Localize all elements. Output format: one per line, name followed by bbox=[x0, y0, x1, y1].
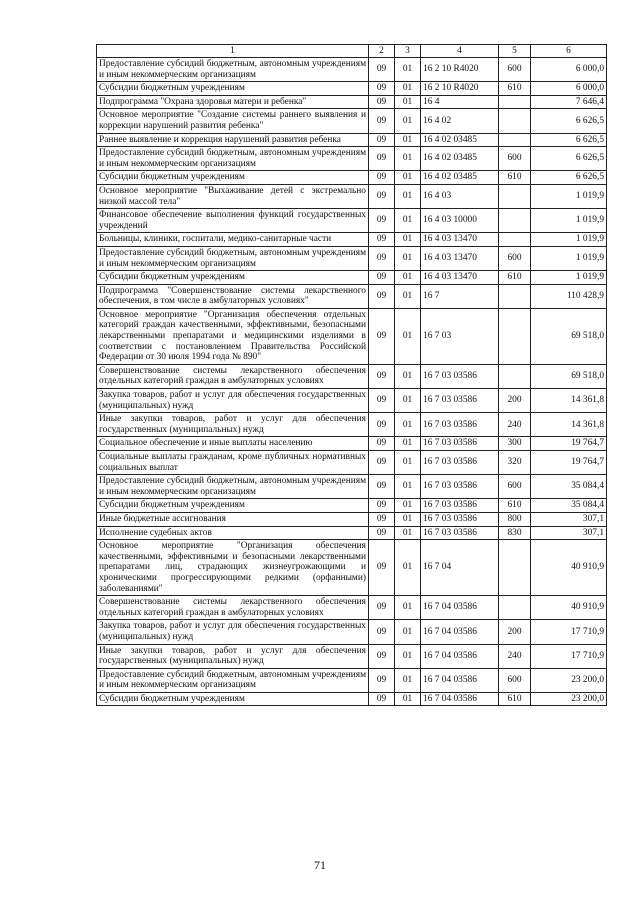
row-expense-type: 200 bbox=[499, 389, 531, 413]
row-name: Совершенствование системы лекарственного обеспечения отдельных категорий граждан в амбулаторных условиях bbox=[97, 364, 369, 388]
row-amount: 307,1 bbox=[531, 512, 607, 526]
row-amount: 1 019,9 bbox=[531, 271, 607, 285]
table-row bbox=[97, 271, 607, 285]
row-name: Иные закупки товаров, работ и услуг для обеспечения государственных (муниципальных) нужд bbox=[97, 413, 369, 437]
row-target-article: 16 7 03 03586 bbox=[421, 413, 499, 437]
table-row bbox=[97, 284, 607, 308]
row-amount: 6 626,5 bbox=[531, 171, 607, 185]
row-section: 09 bbox=[369, 233, 395, 247]
row-target-article: 16 4 02 03485 bbox=[421, 171, 499, 185]
row-amount: 14 361,8 bbox=[531, 389, 607, 413]
row-section: 09 bbox=[369, 209, 395, 233]
row-expense-type bbox=[499, 284, 531, 308]
table-row bbox=[97, 512, 607, 526]
row-target-article: 16 7 03 03586 bbox=[421, 389, 499, 413]
row-expense-type: 320 bbox=[499, 451, 531, 475]
row-name: Предоставление субсидий бюджетным, автономным учреждениям и иным некоммерческим организациям bbox=[97, 246, 369, 270]
row-amount: 6 626,5 bbox=[531, 109, 607, 133]
row-subsection: 01 bbox=[395, 692, 421, 706]
row-section: 09 bbox=[369, 596, 395, 620]
row-name: Иные бюджетные ассигнования bbox=[97, 512, 369, 526]
table-row bbox=[97, 644, 607, 668]
row-expense-type: 240 bbox=[499, 413, 531, 437]
header-amount: 6 bbox=[531, 45, 607, 58]
row-target-article: 16 2 10 R4020 bbox=[421, 82, 499, 96]
row-subsection: 01 bbox=[395, 147, 421, 171]
row-section: 09 bbox=[369, 109, 395, 133]
row-expense-type: 600 bbox=[499, 668, 531, 692]
row-target-article: 16 4 03 13470 bbox=[421, 233, 499, 247]
header-subsection: 3 bbox=[395, 45, 421, 58]
row-name: Субсидии бюджетным учреждениям bbox=[97, 271, 369, 285]
row-amount: 19 764,7 bbox=[531, 451, 607, 475]
table-row bbox=[97, 668, 607, 692]
row-amount: 14 361,8 bbox=[531, 413, 607, 437]
table-row bbox=[97, 526, 607, 540]
row-name: Субсидии бюджетным учреждениям bbox=[97, 499, 369, 513]
row-expense-type: 240 bbox=[499, 644, 531, 668]
row-expense-type bbox=[499, 233, 531, 247]
row-section: 09 bbox=[369, 437, 395, 451]
row-subsection: 01 bbox=[395, 284, 421, 308]
table-row bbox=[97, 233, 607, 247]
row-target-article: 16 7 04 03586 bbox=[421, 620, 499, 644]
row-target-article: 16 4 02 bbox=[421, 109, 499, 133]
row-expense-type bbox=[499, 133, 531, 147]
row-subsection: 01 bbox=[395, 171, 421, 185]
row-amount: 23 200,0 bbox=[531, 692, 607, 706]
row-amount: 1 019,9 bbox=[531, 233, 607, 247]
header-target-article: 4 bbox=[421, 45, 499, 58]
row-target-article: 16 4 03 13470 bbox=[421, 246, 499, 270]
row-subsection: 01 bbox=[395, 526, 421, 540]
row-name: Субсидии бюджетным учреждениям bbox=[97, 692, 369, 706]
row-section: 09 bbox=[369, 692, 395, 706]
row-name: Предоставление субсидий бюджетным, автономным учреждениям и иным некоммерческим организациям bbox=[97, 58, 369, 82]
row-subsection: 01 bbox=[395, 82, 421, 96]
row-name: Основное мероприятие "Организация обеспечения отдельных категорий граждан качественными, эффективными, безопасными лекарственными препаратами и медицинскими изделиями в соответствии с постановлением Правительства Российской Федерации от 30 июля 1994 года № 890" bbox=[97, 308, 369, 364]
table-row bbox=[97, 540, 607, 596]
row-name: Подпрограмма "Совершенствование системы лекарственного обеспечения, в том числе в амбулаторных условиях" bbox=[97, 284, 369, 308]
row-subsection: 01 bbox=[395, 209, 421, 233]
row-subsection: 01 bbox=[395, 95, 421, 109]
row-section: 09 bbox=[369, 512, 395, 526]
row-subsection: 01 bbox=[395, 109, 421, 133]
row-section: 09 bbox=[369, 133, 395, 147]
row-expense-type bbox=[499, 109, 531, 133]
row-name: Больницы, клиники, госпитали, медико-санитарные части bbox=[97, 233, 369, 247]
budget-table bbox=[96, 44, 607, 706]
row-expense-type: 200 bbox=[499, 620, 531, 644]
row-name: Предоставление субсидий бюджетным, автономным учреждениям и иным некоммерческим организациям bbox=[97, 147, 369, 171]
row-name: Закупка товаров, работ и услуг для обеспечения государственных (муниципальных) нужд bbox=[97, 389, 369, 413]
row-name: Социальное обеспечение и иные выплаты населению bbox=[97, 437, 369, 451]
row-amount: 1 019,9 bbox=[531, 246, 607, 270]
row-subsection: 01 bbox=[395, 668, 421, 692]
row-section: 09 bbox=[369, 171, 395, 185]
row-expense-type bbox=[499, 209, 531, 233]
row-amount: 69 518,0 bbox=[531, 308, 607, 364]
row-amount: 40 910,9 bbox=[531, 540, 607, 596]
table-header-row bbox=[97, 45, 607, 58]
row-expense-type: 300 bbox=[499, 437, 531, 451]
row-target-article: 16 7 03 03586 bbox=[421, 475, 499, 499]
row-amount: 110 428,9 bbox=[531, 284, 607, 308]
table-body bbox=[97, 58, 607, 706]
row-target-article: 16 7 04 03586 bbox=[421, 692, 499, 706]
row-expense-type bbox=[499, 95, 531, 109]
row-expense-type: 600 bbox=[499, 246, 531, 270]
row-subsection: 01 bbox=[395, 133, 421, 147]
row-section: 09 bbox=[369, 95, 395, 109]
row-subsection: 01 bbox=[395, 644, 421, 668]
header-section: 2 bbox=[369, 45, 395, 58]
row-target-article: 16 7 03 bbox=[421, 308, 499, 364]
row-amount: 69 518,0 bbox=[531, 364, 607, 388]
row-amount: 1 019,9 bbox=[531, 209, 607, 233]
row-subsection: 01 bbox=[395, 499, 421, 513]
document-page bbox=[96, 44, 606, 706]
table-row bbox=[97, 58, 607, 82]
row-amount: 6 000,0 bbox=[531, 82, 607, 96]
row-expense-type: 600 bbox=[499, 475, 531, 499]
row-expense-type: 800 bbox=[499, 512, 531, 526]
row-name: Совершенствование системы лекарственного обеспечения отдельных категорий граждан в амбулаторных условиях bbox=[97, 596, 369, 620]
table-row bbox=[97, 475, 607, 499]
row-section: 09 bbox=[369, 364, 395, 388]
row-section: 09 bbox=[369, 620, 395, 644]
row-amount: 6 000,0 bbox=[531, 58, 607, 82]
table-row bbox=[97, 413, 607, 437]
row-section: 09 bbox=[369, 82, 395, 96]
row-expense-type: 600 bbox=[499, 147, 531, 171]
row-expense-type: 610 bbox=[499, 271, 531, 285]
row-amount: 40 910,9 bbox=[531, 596, 607, 620]
row-subsection: 01 bbox=[395, 308, 421, 364]
row-section: 09 bbox=[369, 246, 395, 270]
row-subsection: 01 bbox=[395, 512, 421, 526]
table-row bbox=[97, 451, 607, 475]
row-name: Предоставление субсидий бюджетным, автономным учреждениям и иным некоммерческим организациям bbox=[97, 668, 369, 692]
row-target-article: 16 7 03 03586 bbox=[421, 499, 499, 513]
table-row bbox=[97, 82, 607, 96]
row-subsection: 01 bbox=[395, 540, 421, 596]
row-section: 09 bbox=[369, 184, 395, 208]
row-subsection: 01 bbox=[395, 413, 421, 437]
row-amount: 1 019,9 bbox=[531, 184, 607, 208]
row-target-article: 16 7 03 03586 bbox=[421, 526, 499, 540]
row-name: Предоставление субсидий бюджетным, автономным учреждениям и иным некоммерческим организациям bbox=[97, 475, 369, 499]
table-row bbox=[97, 246, 607, 270]
row-subsection: 01 bbox=[395, 58, 421, 82]
row-amount: 6 626,5 bbox=[531, 133, 607, 147]
row-target-article: 16 4 02 03485 bbox=[421, 147, 499, 171]
row-amount: 7 646,4 bbox=[531, 95, 607, 109]
table-row bbox=[97, 620, 607, 644]
row-section: 09 bbox=[369, 271, 395, 285]
row-amount: 307,1 bbox=[531, 526, 607, 540]
row-section: 09 bbox=[369, 147, 395, 171]
table-row bbox=[97, 171, 607, 185]
row-name: Основное мероприятие "Выхаживание детей с экстремально низкой массой тела" bbox=[97, 184, 369, 208]
row-subsection: 01 bbox=[395, 364, 421, 388]
row-subsection: 01 bbox=[395, 451, 421, 475]
row-section: 09 bbox=[369, 451, 395, 475]
row-name: Субсидии бюджетным учреждениям bbox=[97, 82, 369, 96]
row-name: Подпрограмма "Охрана здоровья матери и ребенка" bbox=[97, 95, 369, 109]
table-row bbox=[97, 109, 607, 133]
row-section: 09 bbox=[369, 308, 395, 364]
table-row bbox=[97, 499, 607, 513]
row-target-article: 16 7 04 bbox=[421, 540, 499, 596]
row-expense-type: 610 bbox=[499, 499, 531, 513]
row-amount: 35 084,4 bbox=[531, 475, 607, 499]
row-target-article: 16 4 03 bbox=[421, 184, 499, 208]
row-expense-type bbox=[499, 184, 531, 208]
table-row bbox=[97, 437, 607, 451]
row-name: Финансовое обеспечение выполнения функций государственных учреждений bbox=[97, 209, 369, 233]
row-amount: 19 764,7 bbox=[531, 437, 607, 451]
row-subsection: 01 bbox=[395, 620, 421, 644]
header-expense-type: 5 bbox=[499, 45, 531, 58]
page-number: 71 bbox=[314, 858, 326, 872]
row-subsection: 01 bbox=[395, 246, 421, 270]
table-row bbox=[97, 209, 607, 233]
row-expense-type bbox=[499, 308, 531, 364]
row-subsection: 01 bbox=[395, 437, 421, 451]
row-expense-type bbox=[499, 596, 531, 620]
row-section: 09 bbox=[369, 475, 395, 499]
row-section: 09 bbox=[369, 668, 395, 692]
row-target-article: 16 7 04 03586 bbox=[421, 596, 499, 620]
header-name: 1 bbox=[97, 45, 369, 58]
row-amount: 17 710,9 bbox=[531, 644, 607, 668]
table-row bbox=[97, 147, 607, 171]
table-row bbox=[97, 308, 607, 364]
row-target-article: 16 2 10 R4020 bbox=[421, 58, 499, 82]
row-target-article: 16 4 03 13470 bbox=[421, 271, 499, 285]
row-target-article: 16 7 04 03586 bbox=[421, 644, 499, 668]
row-target-article: 16 7 03 03586 bbox=[421, 512, 499, 526]
row-expense-type: 610 bbox=[499, 171, 531, 185]
row-target-article: 16 7 03 03586 bbox=[421, 437, 499, 451]
row-amount: 17 710,9 bbox=[531, 620, 607, 644]
row-name: Основное мероприятие "Создание системы раннего выявления и коррекции нарушений развития ребенка" bbox=[97, 109, 369, 133]
row-name: Раннее выявление и коррекция нарушений развития ребенка bbox=[97, 133, 369, 147]
row-target-article: 16 7 03 03586 bbox=[421, 364, 499, 388]
row-target-article: 16 4 03 10000 bbox=[421, 209, 499, 233]
row-target-article: 16 7 bbox=[421, 284, 499, 308]
row-subsection: 01 bbox=[395, 271, 421, 285]
table-row bbox=[97, 184, 607, 208]
table-row bbox=[97, 364, 607, 388]
row-subsection: 01 bbox=[395, 596, 421, 620]
row-name: Субсидии бюджетным учреждениям bbox=[97, 171, 369, 185]
row-amount: 35 084,4 bbox=[531, 499, 607, 513]
table-row bbox=[97, 692, 607, 706]
row-subsection: 01 bbox=[395, 389, 421, 413]
row-subsection: 01 bbox=[395, 233, 421, 247]
row-name: Социальные выплаты гражданам, кроме публичных нормативных социальных выплат bbox=[97, 451, 369, 475]
table-row bbox=[97, 95, 607, 109]
row-section: 09 bbox=[369, 284, 395, 308]
row-section: 09 bbox=[369, 58, 395, 82]
row-section: 09 bbox=[369, 540, 395, 596]
row-name: Закупка товаров, работ и услуг для обеспечения государственных (муниципальных) нужд bbox=[97, 620, 369, 644]
row-expense-type: 830 bbox=[499, 526, 531, 540]
table-row bbox=[97, 389, 607, 413]
row-section: 09 bbox=[369, 413, 395, 437]
row-expense-type: 610 bbox=[499, 692, 531, 706]
row-name: Исполнение судебных актов bbox=[97, 526, 369, 540]
row-section: 09 bbox=[369, 499, 395, 513]
row-target-article: 16 4 bbox=[421, 95, 499, 109]
table-row bbox=[97, 133, 607, 147]
row-section: 09 bbox=[369, 644, 395, 668]
table-row bbox=[97, 596, 607, 620]
row-amount: 23 200,0 bbox=[531, 668, 607, 692]
row-subsection: 01 bbox=[395, 475, 421, 499]
row-expense-type: 610 bbox=[499, 82, 531, 96]
row-name: Основное мероприятие "Организация обеспечения качественными, эффективными и безопасными лекарственными препаратами лиц, страдающих жизнеугрожающими и хроническими прогрессирующими редкими (орфанными) заболеваниями" bbox=[97, 540, 369, 596]
row-expense-type: 600 bbox=[499, 58, 531, 82]
row-target-article: 16 7 03 03586 bbox=[421, 451, 499, 475]
row-target-article: 16 4 02 03485 bbox=[421, 133, 499, 147]
row-target-article: 16 7 04 03586 bbox=[421, 668, 499, 692]
row-subsection: 01 bbox=[395, 184, 421, 208]
row-expense-type bbox=[499, 364, 531, 388]
row-name: Иные закупки товаров, работ и услуг для обеспечения государственных (муниципальных) нужд bbox=[97, 644, 369, 668]
row-amount: 6 626,5 bbox=[531, 147, 607, 171]
row-expense-type bbox=[499, 540, 531, 596]
row-section: 09 bbox=[369, 389, 395, 413]
row-section: 09 bbox=[369, 526, 395, 540]
